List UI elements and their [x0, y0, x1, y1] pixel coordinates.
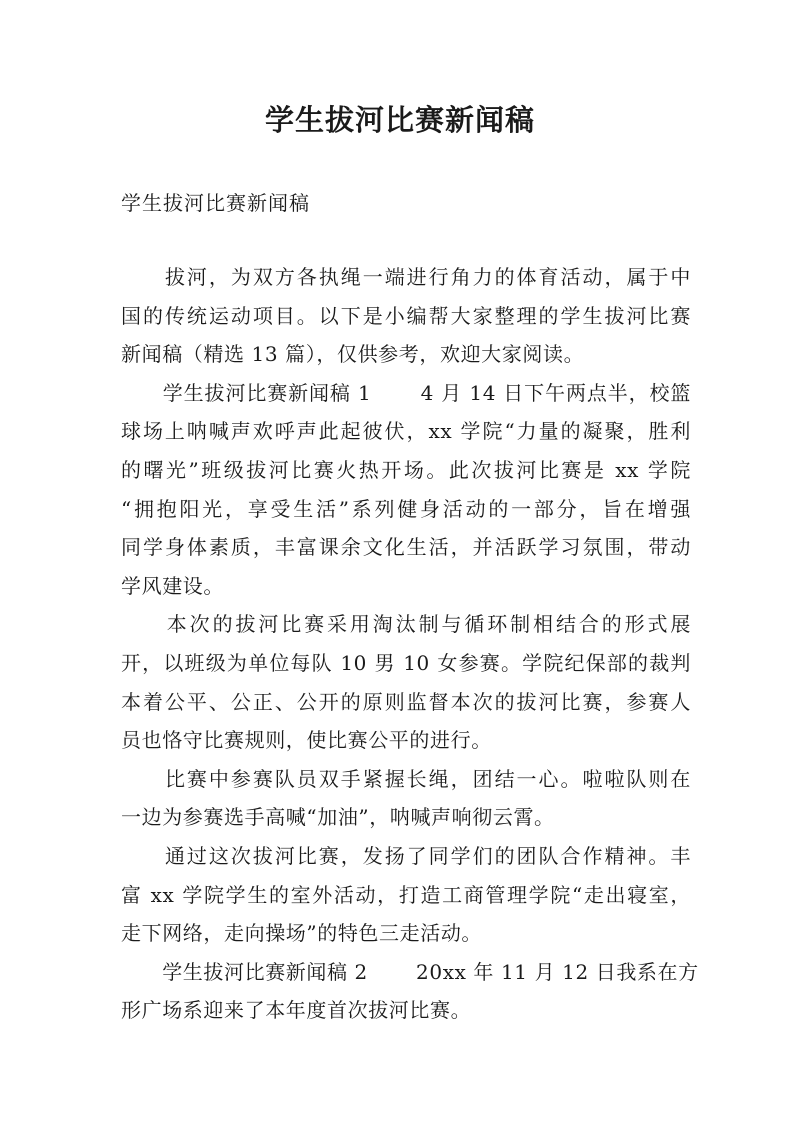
paragraph-match-scene	[121, 760, 691, 837]
text-line: 拔河，为双方各执绳一端进行角力的体育活动，属于中	[121, 265, 691, 289]
text-line: 一边为参赛选手高喊“加油”，呐喊声响彻云霄。	[121, 805, 555, 830]
text-line: 球场上呐喊声欢呼声此起彼伏，xx 学院“力量的凝聚，胜利	[121, 419, 691, 444]
paragraph-article-2	[121, 953, 699, 1030]
text-line: 学生拔河比赛新闻稿 2 20xx 年 11 月 12 日我系在方	[121, 959, 699, 984]
text-line: 开，以班级为单位每队 10 男 10 女参赛。学院纪保部的裁判	[121, 650, 691, 675]
text-line: 本着公平、公正、公开的原则监督本次的拔河比赛，参赛人	[121, 689, 691, 714]
text-line: 新闻稿（精选 13 篇），仅供参考，欢迎大家阅读。	[121, 342, 585, 367]
text-line: 本次的拔河比赛采用淘汰制与循环制相结合的形式展	[121, 612, 691, 637]
text-line: 同学身体素质，丰富课余文化生活，并活跃学习氛围，带动	[121, 535, 691, 560]
text-line: 比赛中参赛队员双手紧握长绳，团结一心。啦啦队则在	[121, 766, 691, 791]
text-line: “拥抱阳光，享受生活”系列健身活动的一部分，旨在增强	[121, 496, 691, 521]
text-line: 走下网络，走向操场”的特色三走活动。	[121, 921, 483, 946]
text-line: 学风建设。	[121, 573, 224, 598]
text-line: 国的传统运动项目。以下是小编帮大家整理的学生拔河比赛	[121, 303, 691, 328]
text-line: 富 xx 学院学生的室外活动，打造工商管理学院“走出寝室，	[121, 882, 691, 907]
text-line: 的曙光”班级拔河比赛火热开场。此次拔河比赛是 xx 学院	[121, 457, 691, 482]
paragraph-competition-format	[121, 605, 691, 759]
paragraph-intro	[121, 258, 691, 374]
article-body	[121, 258, 699, 1030]
text-line: 员也恪守比赛规则，使比赛公平的进行。	[121, 728, 492, 753]
document-title: 学生拔河比赛新闻稿	[264, 103, 535, 137]
document-subtitle: 学生拔河比赛新闻稿	[121, 191, 310, 215]
text-line: 学生拔河比赛新闻稿 1 4 月 14 日下午两点半，校篮	[121, 380, 691, 405]
text-line: 通过这次拔河比赛，发扬了同学们的团队合作精神。丰	[121, 843, 691, 868]
paragraph-summary	[121, 837, 691, 953]
paragraph-article-1	[121, 374, 691, 606]
text-line: 形广场系迎来了本年度首次拔河比赛。	[121, 998, 472, 1023]
